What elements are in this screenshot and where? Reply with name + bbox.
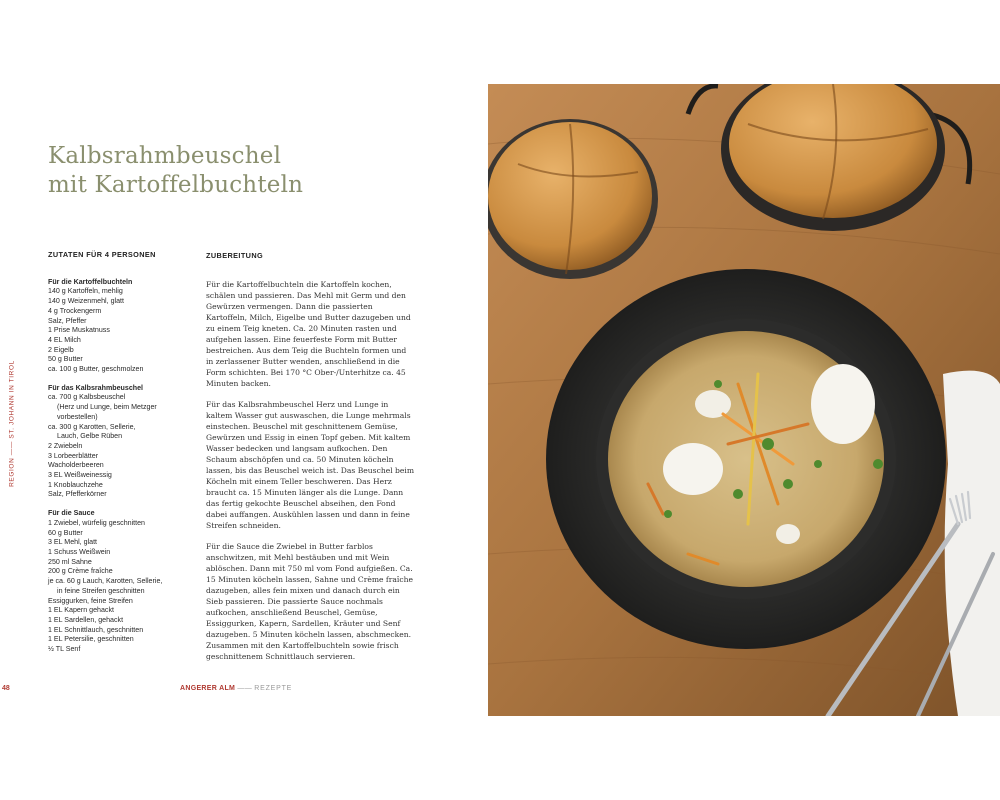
ingredient-section-title: Für die Kartoffelbuchteln bbox=[48, 277, 133, 286]
footer-section: REZEPTE bbox=[254, 685, 293, 692]
ingredient-item: 140 g Kartoffeln, mehlig bbox=[48, 287, 123, 296]
preparation-paragraph: Für die Kartoffelbuchteln die Kartoffeln kochen, schälen und passieren. Das Mehl mit Germ und den Gewürzen vermengen. Dann die passierten Kartoffeln, Milch, Eigelbe und Butter dazugeben und zu einem Teig kneten. Ca. 20 Minuten rasten und aufgehen lassen. Eine feuerfeste Form mit Butter bestreichen. Aus dem Teig die Buchteln formen und in zerlassener Butter wenden, anschließend in die Form schichten. Bei 170 °C Ober-/Unterhitze ca. 45 Minuten backen. bbox=[206, 280, 411, 388]
ingredient-section-title: Für das Kalbsrahmbeuschel bbox=[48, 383, 144, 392]
ingredient-item: 1 EL Petersilie, geschnitten bbox=[48, 635, 134, 644]
ingredient-item: 1 EL Sardellen, gehackt bbox=[48, 615, 124, 624]
ingredient-item: 1 Prise Muskatnuss bbox=[48, 326, 110, 335]
ingredient-item: 2 Eigelb bbox=[48, 345, 74, 354]
ingredient-item: 50 g Butter bbox=[48, 355, 83, 364]
ingredient-item: ca. 300 g Karotten, Sellerie, bbox=[48, 422, 136, 431]
recipe-title bbox=[48, 142, 303, 200]
food-photo bbox=[488, 84, 1000, 716]
ingredient-section bbox=[48, 509, 198, 655]
food-photo-icon bbox=[488, 84, 1000, 716]
ingredient-item: 1 EL Schnittlauch, geschnitten bbox=[48, 625, 144, 634]
ingredient-item: Wacholderbeeren bbox=[48, 461, 104, 470]
side-label-separator: —— bbox=[8, 441, 16, 456]
side-label-place: ST. JOHANN IN TIROL bbox=[8, 360, 16, 439]
side-label-region: REGION bbox=[8, 457, 16, 487]
region-side-label bbox=[9, 354, 16, 494]
ingredient-item: 1 Zwiebel, würfelig geschnitten bbox=[48, 518, 145, 527]
ingredient-item: 3 EL Weißweinessig bbox=[48, 471, 112, 480]
ingredient-item: 200 g Crème fraîche bbox=[48, 567, 113, 576]
footer-separator: —— bbox=[237, 685, 253, 692]
ingredient-section bbox=[48, 384, 198, 500]
ingredient-item: ca. 100 g Butter, geschmolzen bbox=[48, 365, 144, 374]
ingredient-item: in feine Streifen geschnitten bbox=[57, 586, 145, 595]
recipe-title-line-1: Kalbsrahmbeuschel bbox=[48, 143, 282, 169]
ingredient-item: 1 Schuss Weißwein bbox=[48, 547, 111, 556]
ingredient-item: 140 g Weizenmehl, glatt bbox=[48, 297, 124, 306]
ingredient-item: 3 EL Mehl, glatt bbox=[48, 538, 98, 547]
ingredient-item: 4 g Trockengerm bbox=[48, 306, 102, 315]
preparation-column bbox=[206, 250, 416, 672]
footer-brand-name: ANGERER ALM bbox=[180, 685, 236, 692]
ingredient-section-title: Für die Sauce bbox=[48, 509, 95, 518]
ingredient-item: ½ TL Senf bbox=[48, 645, 81, 654]
ingredient-item: 60 g Butter bbox=[48, 528, 83, 537]
ingredient-item: 2 Zwiebeln bbox=[48, 441, 83, 450]
ingredient-item: Salz, Pfeffer bbox=[48, 316, 87, 325]
preparation-paragraph: Für das Kalbsrahmbeuschel Herz und Lunge in kaltem Wasser gut auswaschen, die Lunge mehrmals einstechen. Beuschel mit geschnittenem Gemüse, Gewürzen und Essig in einen Topf geben. Mit kaltem Wasser bedecken und langsam aufkochen. Den Schaum abschöpfen und ca. 50 Minuten köcheln lassen, bis das Beuschel weich ist. Das Beuschel beim Köcheln mit einem Teller beschweren. Das Herz braucht ca. 15 Minuten länger als die Lunge. Dann das fertig gekochte Beuschel abseihen, den Fond dabei auffangen. Auskühlen lassen und dann in feine Streifen schneiden. bbox=[206, 400, 415, 530]
ingredient-item: 1 Knoblauchzehe bbox=[48, 480, 103, 489]
ingredient-item: Essiggurken, feine Streifen bbox=[48, 596, 133, 605]
ingredient-section bbox=[48, 278, 198, 375]
preparation-header: ZUBEREITUNG bbox=[206, 251, 264, 260]
ingredient-sections bbox=[48, 278, 198, 655]
ingredient-item: ca. 700 g Kalbsbeuschel bbox=[48, 393, 126, 402]
preparation-paragraph: Für die Sauce die Zwiebel in Butter farblos anschwitzen, mit Mehl bestäuben und mit Wein ablöschen. Dann mit 750 ml vom Fond aufgießen. Ca. 15 Minuten köcheln lassen, Sahne und Crème fraîche dazugeben, alles fein mixen und danach durch ein Sieb passieren. Die passierte Sauce nochmals aufkochen, anschließend Beuschel, Gemüse, Essiggurken, Kapern, Sardellen, Kräuter und Senf dazugeben. 5 Minuten köcheln lassen, abschmecken. Zusammen mit den Kartoffelbuchteln sowie frisch geschnittenem Schnittlauch servieren. bbox=[206, 542, 413, 661]
ingredients-column bbox=[48, 250, 198, 655]
ingredient-item: Salz, Pfefferkörner bbox=[48, 490, 107, 499]
ingredient-item: (Herz und Lunge, beim Metzger bbox=[57, 403, 157, 412]
page-number: 48 bbox=[2, 685, 10, 692]
ingredient-item: Lauch, Gelbe Rüben bbox=[57, 432, 123, 441]
ingredients-header: ZUTATEN FÜR 4 PERSONEN bbox=[48, 250, 156, 259]
footer-brand bbox=[180, 685, 292, 692]
ingredient-item: je ca. 60 g Lauch, Karotten, Sellerie, bbox=[48, 577, 163, 586]
ingredient-item: 250 ml Sahne bbox=[48, 557, 92, 566]
ingredient-item: vorbestellen) bbox=[57, 412, 98, 421]
recipe-title-line-2: mit Kartoffelbuchteln bbox=[48, 172, 304, 198]
ingredient-item: 4 EL Milch bbox=[48, 335, 81, 344]
ingredient-item: 3 Lorbeerblätter bbox=[48, 451, 99, 460]
ingredient-item: 1 EL Kapern gehackt bbox=[48, 606, 114, 615]
